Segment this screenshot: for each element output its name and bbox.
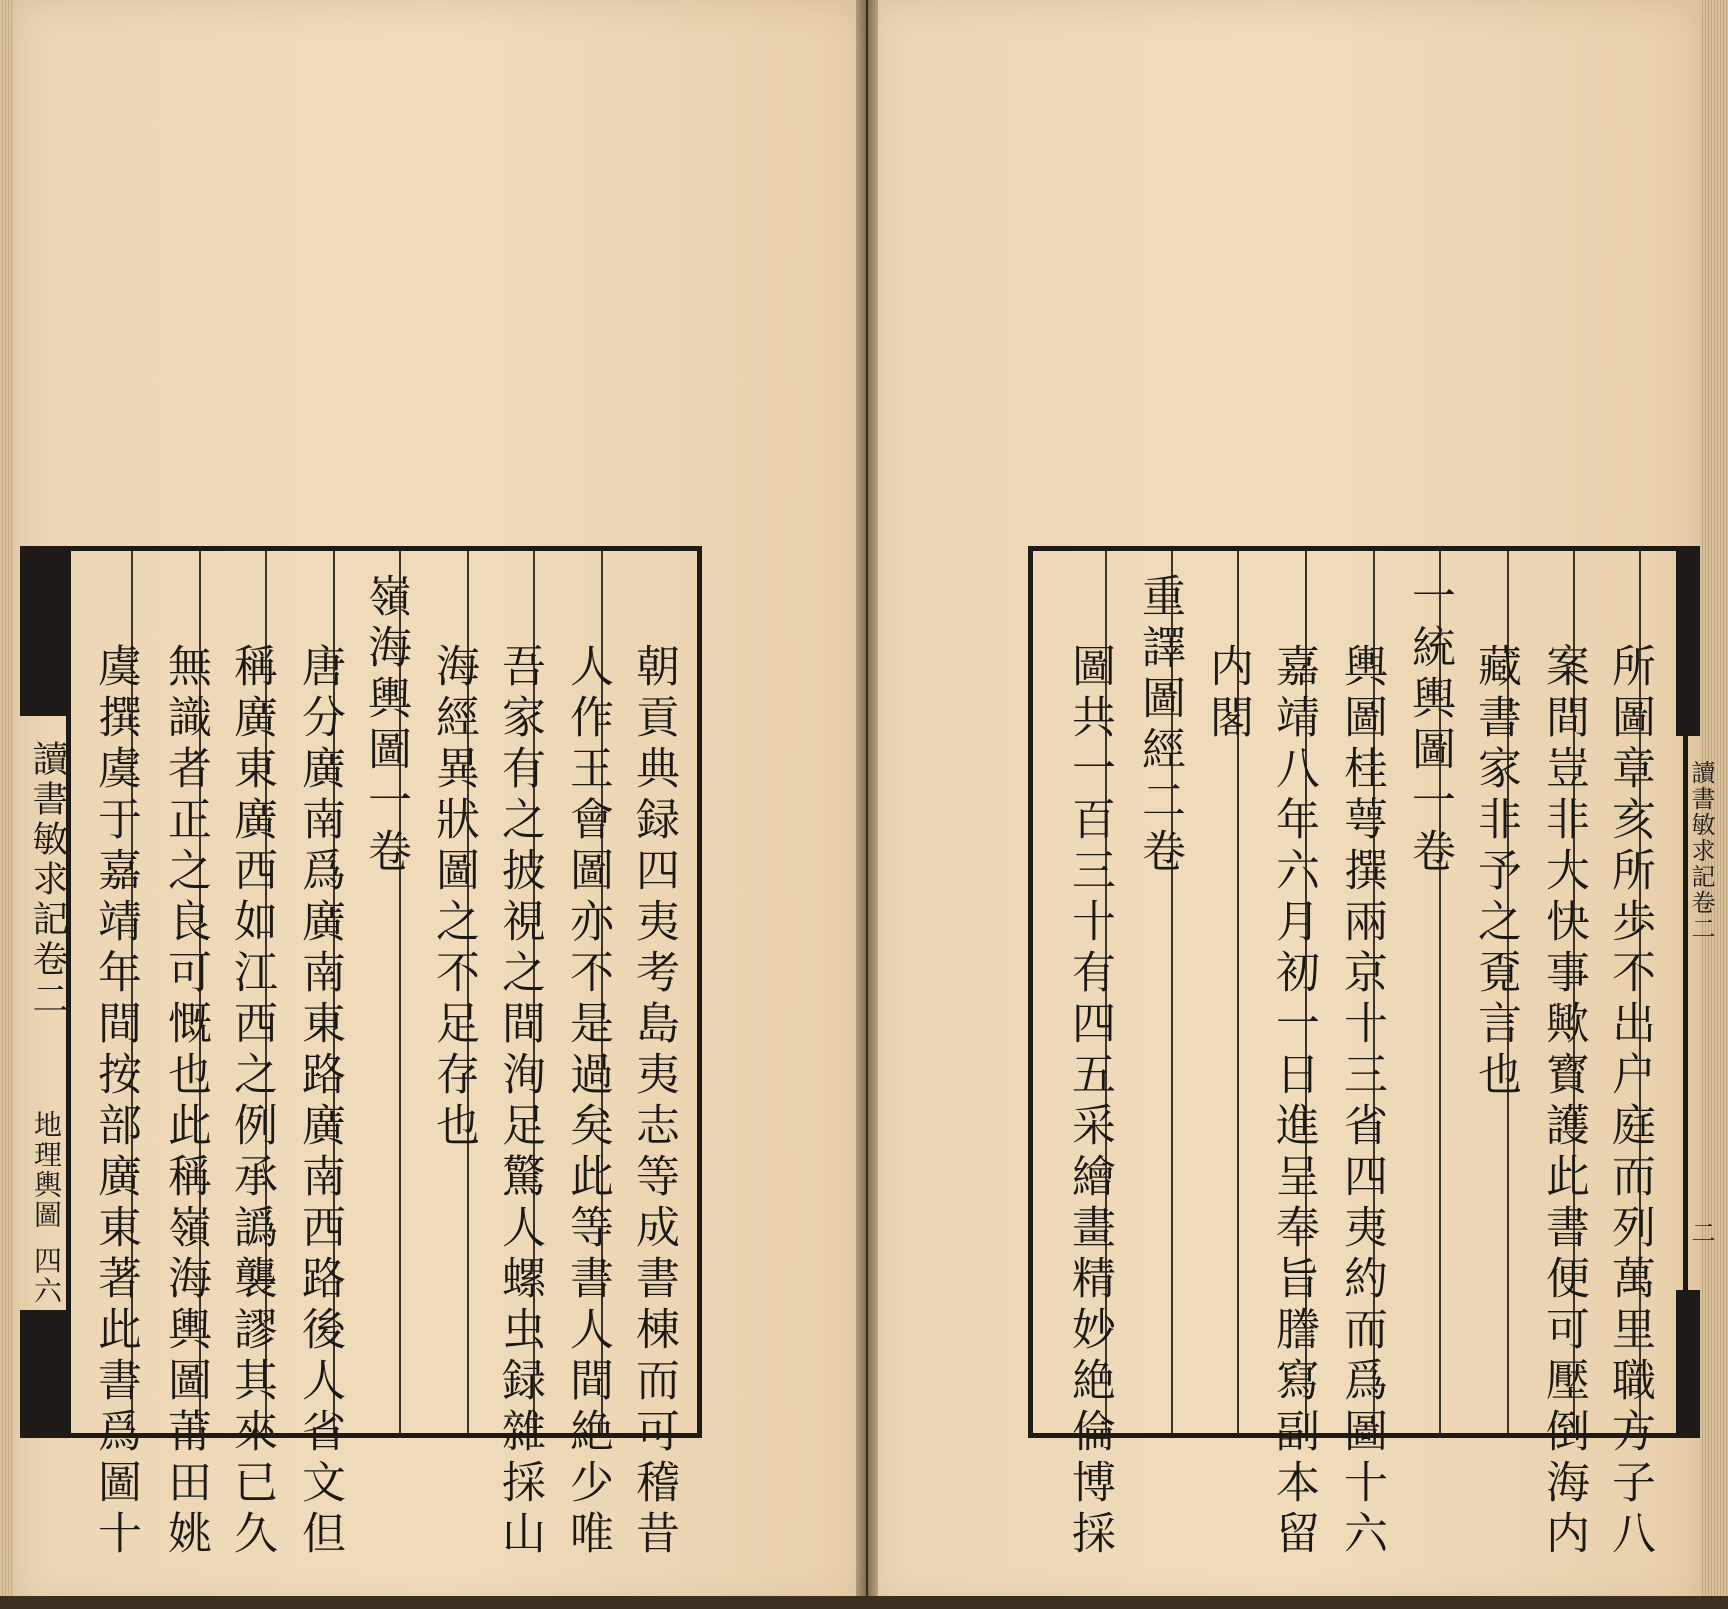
text-column-5: 輿圖桂萼撰兩京十三省四夷約而爲圖十六 <box>1336 643 1387 1561</box>
left-page-edges <box>0 0 14 1609</box>
book-gutter <box>856 0 878 1609</box>
text-column-8: 無識者正之良可慨也此稱嶺海輿圖莆田姚 <box>160 643 211 1561</box>
text-column-7: 稱廣東廣西如江西之例承譌襲謬其來已久 <box>226 643 277 1561</box>
text-column-6: 唐分廣南爲廣南東路廣南西路後人省文但 <box>294 643 345 1561</box>
right-text-frame <box>1028 546 1688 1561</box>
bottom-edge <box>0 1596 1728 1609</box>
left-margin-section: 地理輿圖 <box>30 1110 63 1230</box>
text-column-2: 人作王會圖亦不是過矣此等書人間絶少唯 <box>562 643 613 1561</box>
text-column-2: 案間豈非大快事歟寳護此書便可壓倒海内 <box>1538 643 1589 1561</box>
left-margin-folio: 四六 <box>30 1246 63 1306</box>
text-column-1: 所圖章亥所歩不出户庭而列萬里職方子八 <box>1604 643 1655 1561</box>
left-margin-blackbar-bottom <box>20 1310 66 1438</box>
text-column-9: 虞撰虞于嘉靖年間按部廣東著此書爲圖十 <box>90 643 141 1561</box>
entry-heading-yitong-yutu: 一統輿圖一卷 <box>1404 573 1455 879</box>
text-column-7: 内閣 <box>1202 643 1253 745</box>
text-column-1: 朝貢典録四夷考島夷志等成書棟而可稽昔 <box>628 643 679 1561</box>
text-column-3: 藏書家非予之覔言也 <box>1470 643 1521 1102</box>
right-margin-blackbar-bottom <box>1676 1290 1700 1438</box>
text-column-9: 圖共一百三十有四五采繪畫精妙絶倫博採 <box>1064 643 1115 1561</box>
entry-heading-linghai-yutu: 嶺海輿圖一卷 <box>360 573 411 879</box>
right-margin-blackbar-top <box>1676 546 1700 736</box>
right-margin-title: 讀書敏求記卷二 <box>1687 760 1715 942</box>
entry-heading-chongyi-tujing: 重譯圖經二卷 <box>1134 573 1185 879</box>
text-column-6: 嘉靖八年六月初一日進呈奉旨謄寫副本留 <box>1268 643 1319 1561</box>
left-margin-title: 讀書敏求記卷二 <box>27 740 68 1020</box>
right-margin-folio: 二 <box>1687 1220 1715 1246</box>
left-margin-blackbar-top <box>20 546 66 716</box>
text-column-4: 海經異狀圖之不足存也 <box>428 643 479 1153</box>
left-text-frame <box>66 546 702 1561</box>
text-column-3: 吾家有之披視之間洵足驚人螺虫録雜採山 <box>494 643 545 1561</box>
